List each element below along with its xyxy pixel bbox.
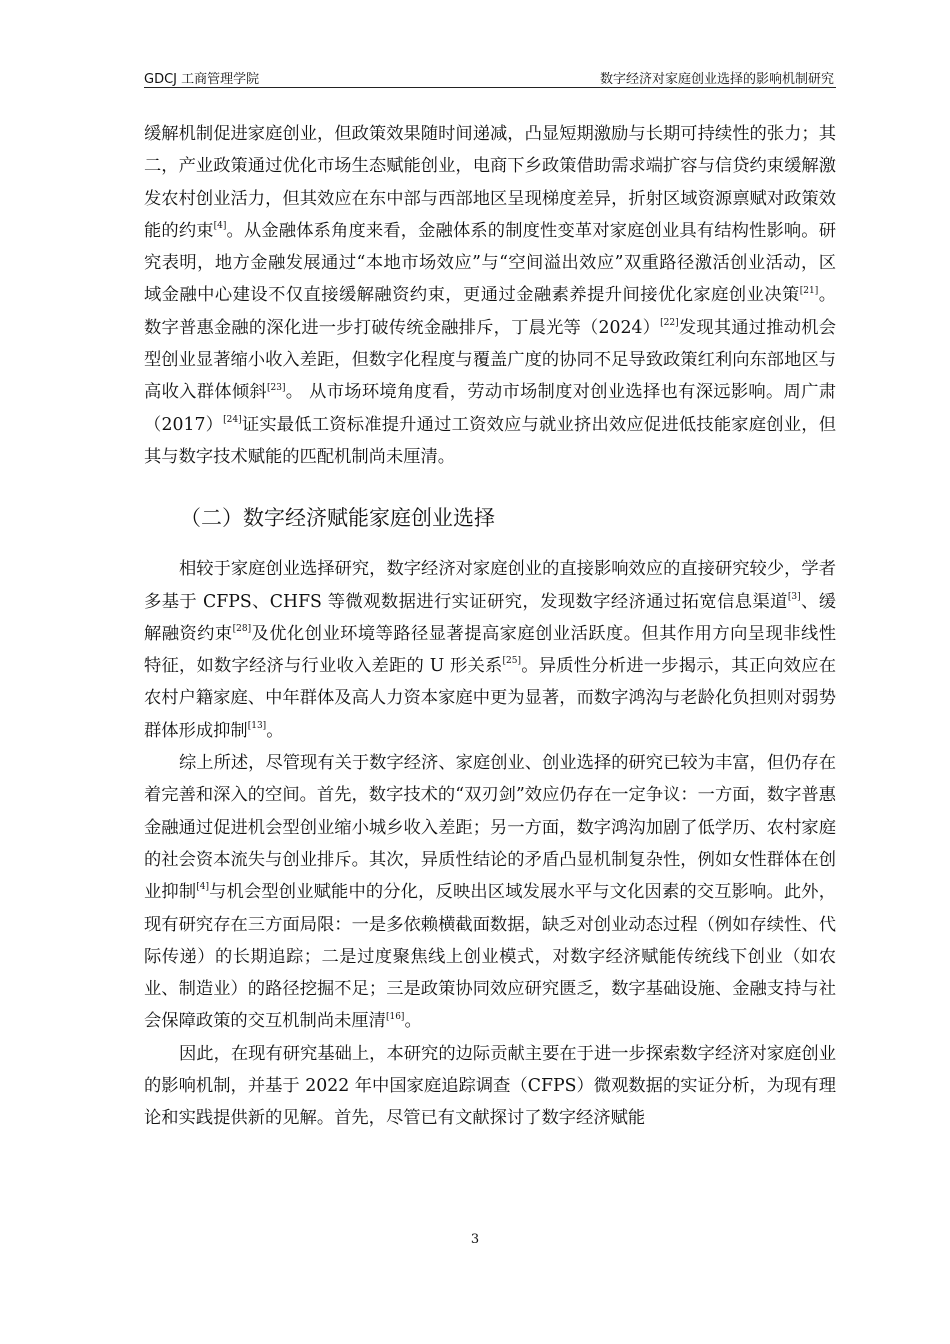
text-run: 综上所述，尽管现有关于数字经济、家庭创业、创业选择的研究已较为丰富，但仍存在着完善和深入的空间。首先，数字技术的“双刃剑”效应仍存在一定争议：一方面，数字普惠金融通过促进机会型创业缩小城乡收入差距；另一方面，数字鸿沟加剧了低学历、农村家庭的社会资本流失与创业排斥。其次，异质性结论的矛盾凸显机制复杂性，例如女性群体在创业抑制 [144,753,836,903]
text-run: 。从金融体系角度来看，金融体系的制度性变革对家庭创业具有结构性影响。研究表明，地方金融发展通过“本地市场效应”与“空间溢出效应”双重路径激活创业活动，区域金融中心建设不仅直接缓解融资约束，更通过金融素养提升间接优化家庭创业决策 [144,220,836,306]
header-institution: GDCJ 工商管理学院 [144,72,260,87]
text-run: 及优化创业环境等路径显著提高家庭创业活跃度。但其作用方向呈现非线性特征，如数字经济与行业收入差距的 U 形关系 [144,623,836,677]
text-run: 、缓解融资约束 [144,591,836,644]
text-run: 。异质性分析进一步揭示，其正向效应在农村户籍家庭、中年群体及高人力资本家庭中更为显著，而数字鸿沟与老龄化负担则对弱势群体形成抑制 [144,656,836,741]
text-run: 。 [404,1011,422,1032]
citation-ref: [3] [787,591,801,602]
paragraph-2 [144,553,836,747]
paragraph-3 [144,747,836,1038]
text-run: 因此，在现有研究基础上，本研究的边际贡献主要在于进一步探索数字经济对家庭创业的影响机制，并基于 2022 年中国家庭追踪调查（CFPS）微观数据的实证分析，为现有理论和实践提供新的见解。首先，尽管已有文献探讨了数字经济赋能 [144,1043,836,1129]
citation-ref: [4] [213,221,227,232]
text-run: 。数字普惠金融的深化进一步打破传统金融排斥，丁晨光等（2024） [144,285,836,338]
body-text [144,118,836,1135]
text-run: 缓解机制促进家庭创业，但政策效果随时间递减，凸显短期激励与长期可持续性的张力；其二，产业政策通过优化市场生态赋能创业，电商下乡政策借助需求端扩容与信贷约束缓解激发农村创业活力，但其效应在东中部与西部地区呈现梯度差异，折射区域资源禀赋对政策效能的约束 [144,124,836,241]
header-rule [144,87,836,88]
text-run: 与机会型创业赋能中的分化，反映出区域发展水平与文化因素的交互影响。此外，现有研究存在三方面局限：一是多依赖横截面数据，缺乏对创业动态过程（例如存续性、代际传递）的长期追踪；二是过度聚焦线上创业模式，对数字经济赋能传统线下创业（如农业、制造业）的路径挖掘不足；三是政策协同效应研究匮乏，数字基础设施、金融支持与社会保障政策的交互机制尚未厘清 [144,882,836,1032]
citation-ref: [4] [196,882,209,893]
citation-ref: [24] [223,414,242,425]
citation-ref: [23] [267,382,286,393]
paragraph-1 [144,118,836,473]
paragraph-4 [144,1038,836,1135]
text-run: 发现其通过推动机会型创业显著缩小收入差距，但数字化程度与覆盖广度的协同不足导致政策红利向东部地区与高收入群体倾斜 [144,317,836,403]
section-heading: （二）数字经济赋能家庭创业选择 [180,506,495,531]
header-title: 数字经济对家庭创业选择的影响机制研究 [599,72,834,87]
citation-ref: [16] [385,1011,405,1022]
text-run: 。 从市场环境角度看，劳动市场制度对创业选择也有深远影响。周广肃（2017） [144,382,836,435]
citation-ref: [25] [502,656,521,667]
citation-ref: [28] [232,624,252,635]
text-run: 相较于家庭创业选择研究，数字经济对家庭创业的直接影响效应的直接研究较少，学者多基于 CFPS、CHFS 等微观数据进行实证研究，发现数字经济通过拓宽信息渠道 [144,559,836,612]
citation-ref: [13] [247,720,267,731]
text-run: 证实最低工资标准提升通过工资效应与就业挤出效应促进低技能家庭创业，但其与数字技术赋能的匹配机制尚未厘清。 [144,414,836,467]
running-header [144,68,836,88]
citation-ref: [21] [799,285,819,296]
page-number: 3 [470,1232,480,1247]
text-run: 。 [266,720,284,741]
citation-ref: [22] [660,318,679,329]
